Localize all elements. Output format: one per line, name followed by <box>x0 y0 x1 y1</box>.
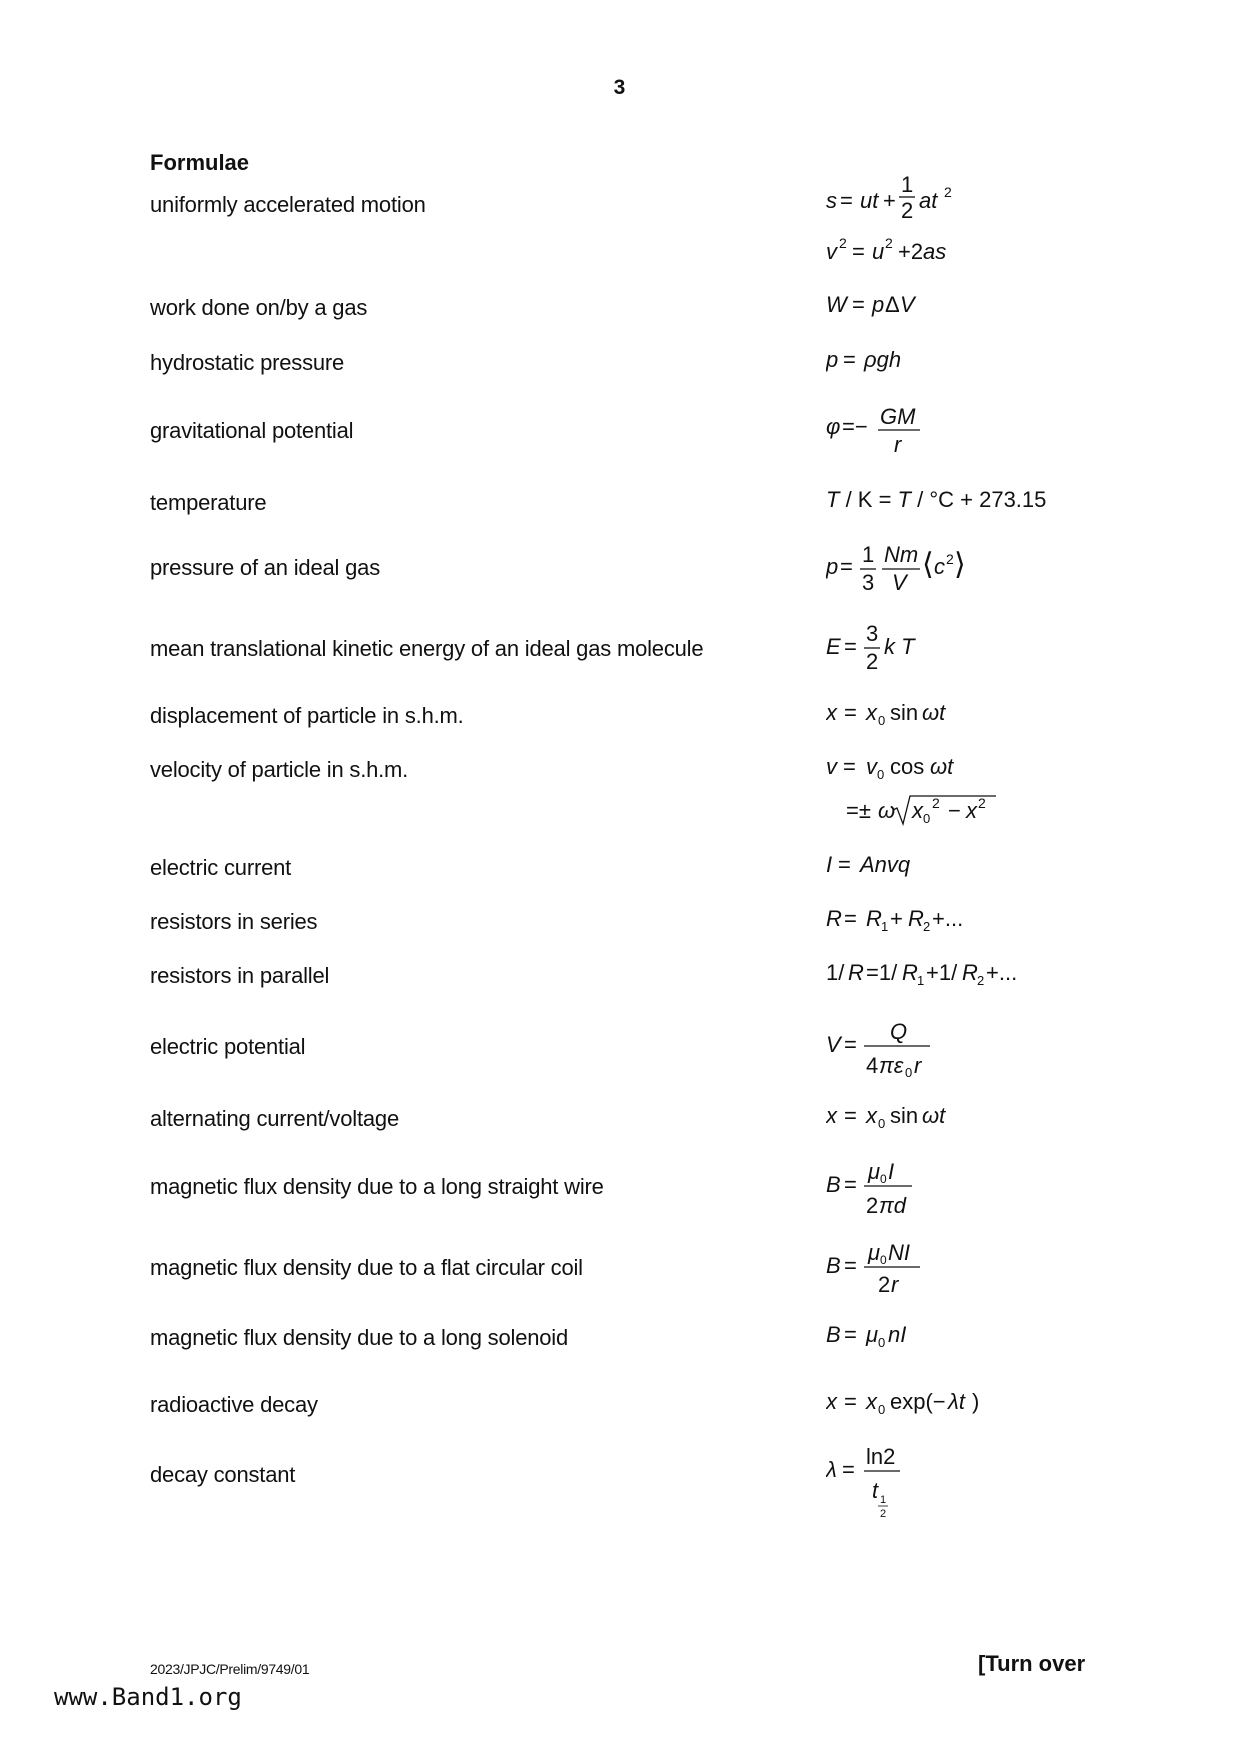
svg-text:=: = <box>840 188 853 213</box>
label-electric-potential: electric potential <box>150 1034 306 1059</box>
label-radioactive-decay: radioactive decay <box>150 1392 318 1417</box>
svg-text:+...: +... <box>986 960 1018 985</box>
svg-text:x: x <box>826 700 837 725</box>
svg-text:as: as <box>923 239 947 264</box>
svg-text:2: 2 <box>901 198 914 223</box>
svg-text:2: 2 <box>978 795 986 811</box>
svg-text:⟩: ⟩ <box>954 548 966 581</box>
label-work-done-gas: work done on/by a gas <box>150 295 368 320</box>
svg-text:=: = <box>844 1389 857 1414</box>
formula-flux-straight-wire <box>826 1155 966 1221</box>
svg-text:B: B <box>826 1253 841 1278</box>
formula-radioactive-decay <box>826 1387 1016 1419</box>
svg-text:+: + <box>883 188 896 213</box>
svg-text:=: = <box>843 754 856 779</box>
svg-text:2: 2 <box>885 235 893 251</box>
svg-text:πd: πd <box>879 1193 906 1218</box>
svg-text:E: E <box>826 634 841 659</box>
label-gravitational-potential: gravitational potential <box>150 418 354 443</box>
svg-text:=: = <box>844 1322 857 1347</box>
svg-text:=: = <box>852 292 865 317</box>
svg-text:=: = <box>844 1253 857 1278</box>
svg-text:1: 1 <box>901 175 914 197</box>
svg-text:x: x <box>866 1103 877 1128</box>
svg-text:Anvq: Anvq <box>860 852 911 877</box>
label-alternating-current: alternating current/voltage <box>150 1106 399 1131</box>
svg-text:0: 0 <box>878 1116 886 1131</box>
formula-decay-constant <box>826 1440 966 1530</box>
svg-text:=: = <box>842 1457 855 1482</box>
svg-text:u: u <box>872 239 885 264</box>
svg-text:Δ: Δ <box>885 292 900 317</box>
svg-text:x: x <box>826 1103 837 1128</box>
formula-resistors-parallel <box>826 958 1066 990</box>
svg-text:4: 4 <box>866 1053 879 1078</box>
svg-text:3: 3 <box>862 570 875 595</box>
svg-text:2: 2 <box>839 235 847 251</box>
svg-text:=: = <box>844 634 857 659</box>
formulae-heading: Formulae <box>150 150 250 175</box>
svg-text:=: = <box>844 700 857 725</box>
svg-text:1: 1 <box>917 973 925 988</box>
svg-text:=: = <box>844 906 857 931</box>
svg-text:=1/: =1/ <box>866 960 898 985</box>
svg-text:x: x <box>866 700 877 725</box>
svg-text:0: 0 <box>878 1335 886 1350</box>
formula-work-done <box>826 290 966 320</box>
svg-text:k T: k T <box>884 634 915 659</box>
formula-temperature <box>826 485 1086 515</box>
svg-text:r: r <box>914 1053 922 1078</box>
svg-text:+1/: +1/ <box>926 960 958 985</box>
svg-text:Q: Q <box>890 1019 908 1044</box>
svg-text:=−: =− <box>842 414 868 439</box>
svg-text:t: t <box>872 1478 879 1503</box>
svg-text:μ: μ <box>868 1159 881 1184</box>
svg-text:0: 0 <box>905 1065 913 1080</box>
label-pressure-ideal-gas: pressure of an ideal gas <box>150 555 381 580</box>
label-decay-constant: decay constant <box>150 1462 296 1487</box>
svg-text:p: p <box>872 292 885 317</box>
svg-text:s: s <box>826 188 837 213</box>
svg-text:W: W <box>826 292 847 317</box>
formula-alternating-current <box>826 1101 986 1133</box>
formula-velocity-shm <box>826 752 1026 832</box>
svg-text:2: 2 <box>866 1193 879 1218</box>
svg-text:λt: λt <box>948 1389 965 1414</box>
svg-text:exp(−: exp(− <box>890 1389 946 1414</box>
svg-text:0: 0 <box>880 1172 887 1186</box>
svg-text:φ: φ <box>826 414 841 439</box>
svg-text:c: c <box>934 554 945 579</box>
svg-text:): ) <box>972 1389 980 1414</box>
svg-text:=: = <box>844 1032 857 1057</box>
formula-ideal-gas-pressure <box>826 538 1006 604</box>
svg-text:p: p <box>826 347 839 372</box>
label-flux-straight-wire: magnetic flux density due to a long straight wire <box>150 1174 604 1199</box>
svg-text:2: 2 <box>923 919 931 934</box>
svg-text:+: + <box>890 906 903 931</box>
formula-hydrostatic <box>826 345 966 375</box>
svg-text:2: 2 <box>866 649 879 674</box>
svg-text:p: p <box>826 554 839 579</box>
svg-text:1: 1 <box>880 1494 887 1506</box>
svg-text:NI: NI <box>888 1240 910 1265</box>
svg-text:ω: ω <box>878 798 896 823</box>
formula-suvat <box>826 175 1006 270</box>
svg-text:GM: GM <box>880 404 916 429</box>
svg-text:2: 2 <box>977 973 985 988</box>
label-flux-solenoid: magnetic flux density due to a long solenoid <box>150 1325 569 1350</box>
formula-electric-current <box>826 850 966 880</box>
svg-text:0: 0 <box>880 1253 887 1267</box>
svg-text:2: 2 <box>878 1272 891 1297</box>
svg-text:I: I <box>826 852 833 877</box>
svg-text:sin: sin <box>890 700 919 725</box>
watermark: www.Band1.org <box>54 1683 242 1711</box>
svg-text:=: = <box>844 1172 857 1197</box>
svg-text:v: v <box>826 754 837 779</box>
svg-text:v: v <box>826 239 837 264</box>
svg-text:r: r <box>891 1272 899 1297</box>
footer-code: 2023/JPJC/Prelim/9749/01 <box>150 1661 310 1677</box>
svg-text:λ: λ <box>826 1457 837 1482</box>
svg-text:V: V <box>892 570 907 595</box>
formula-displacement-shm <box>826 698 986 730</box>
svg-text:πε: πε <box>879 1053 904 1078</box>
label-uniformly-accelerated-motion: uniformly accelerated motion <box>150 192 426 217</box>
svg-text:1/: 1/ <box>826 960 845 985</box>
svg-text:x: x <box>966 798 977 823</box>
svg-text:2: 2 <box>944 184 952 200</box>
svg-text:R: R <box>962 960 978 985</box>
label-flux-circular-coil: magnetic flux density due to a flat circular coil <box>150 1255 583 1280</box>
svg-text:=: = <box>852 239 865 264</box>
svg-text:=: = <box>838 852 851 877</box>
label-resistors-series: resistors in series <box>150 909 318 934</box>
svg-text:R: R <box>902 960 918 985</box>
formula-flux-circular-coil <box>826 1236 966 1302</box>
svg-text:R: R <box>826 906 842 931</box>
svg-text:B: B <box>826 1322 841 1347</box>
svg-text:0: 0 <box>878 713 886 728</box>
svg-text:R: R <box>848 960 864 985</box>
label-displacement-shm: displacement of particle in s.h.m. <box>150 703 464 728</box>
svg-text:=: = <box>844 1103 857 1128</box>
label-electric-current: electric current <box>150 855 292 880</box>
formula-mean-ke <box>826 617 966 683</box>
label-hydrostatic-pressure: hydrostatic pressure <box>150 350 345 375</box>
svg-text:+...: +... <box>932 906 964 931</box>
formula-resistors-series <box>826 904 1016 936</box>
svg-text:at: at <box>919 188 938 213</box>
label-velocity-shm: velocity of particle in s.h.m. <box>150 757 409 782</box>
svg-text:V: V <box>826 1032 841 1057</box>
svg-text:ρgh: ρgh <box>864 347 902 372</box>
svg-text:=: = <box>840 554 853 579</box>
svg-text:0: 0 <box>923 811 931 826</box>
svg-text:r: r <box>894 432 902 457</box>
svg-text:2: 2 <box>946 551 954 567</box>
formula-flux-solenoid <box>826 1320 966 1352</box>
svg-text:x: x <box>912 798 923 823</box>
svg-text:I: I <box>888 1159 895 1184</box>
svg-text:T / K = T / °C + 273.15: T / K = T / °C + 273.15 <box>826 487 1047 512</box>
svg-text:ln2: ln2 <box>866 1444 896 1469</box>
svg-text:V: V <box>900 292 915 317</box>
svg-text:μ: μ <box>868 1240 881 1265</box>
svg-text:ωt: ωt <box>930 754 954 779</box>
turn-over-label: [Turn over <box>978 1651 1086 1676</box>
svg-text:−: − <box>948 798 961 823</box>
svg-text:ωt: ωt <box>922 700 946 725</box>
svg-text:v: v <box>866 754 877 779</box>
svg-text:0: 0 <box>877 767 885 782</box>
svg-text:ωt: ωt <box>922 1103 946 1128</box>
svg-text:+2: +2 <box>898 239 924 264</box>
svg-text:sin: sin <box>890 1103 919 1128</box>
formula-grav-potential <box>826 400 966 460</box>
label-resistors-parallel: resistors in parallel <box>150 963 330 988</box>
svg-text:Nm: Nm <box>884 542 919 567</box>
svg-text:μ: μ <box>866 1322 879 1347</box>
svg-text:3: 3 <box>866 621 879 646</box>
svg-text:x: x <box>826 1389 837 1414</box>
svg-text:0: 0 <box>878 1402 886 1417</box>
svg-text:2: 2 <box>880 1508 887 1520</box>
svg-text:=: = <box>843 347 856 372</box>
svg-text:1: 1 <box>862 542 875 567</box>
svg-text:nI: nI <box>888 1322 907 1347</box>
svg-text:R: R <box>908 906 924 931</box>
page-number: 3 <box>613 76 626 99</box>
svg-text:1: 1 <box>881 919 889 934</box>
label-mean-translational-ke: mean translational kinetic energy of an ideal gas molecule <box>150 636 704 661</box>
svg-text:⟨: ⟨ <box>922 548 934 581</box>
svg-text:cos: cos <box>890 754 925 779</box>
svg-text:2: 2 <box>932 795 940 811</box>
svg-text:B: B <box>826 1172 841 1197</box>
label-temperature: temperature <box>150 490 267 515</box>
svg-text:=±: =± <box>846 798 871 823</box>
formula-electric-potential <box>826 1015 966 1081</box>
svg-text:x: x <box>866 1389 877 1414</box>
svg-text:R: R <box>866 906 882 931</box>
svg-text:ut: ut <box>860 188 879 213</box>
